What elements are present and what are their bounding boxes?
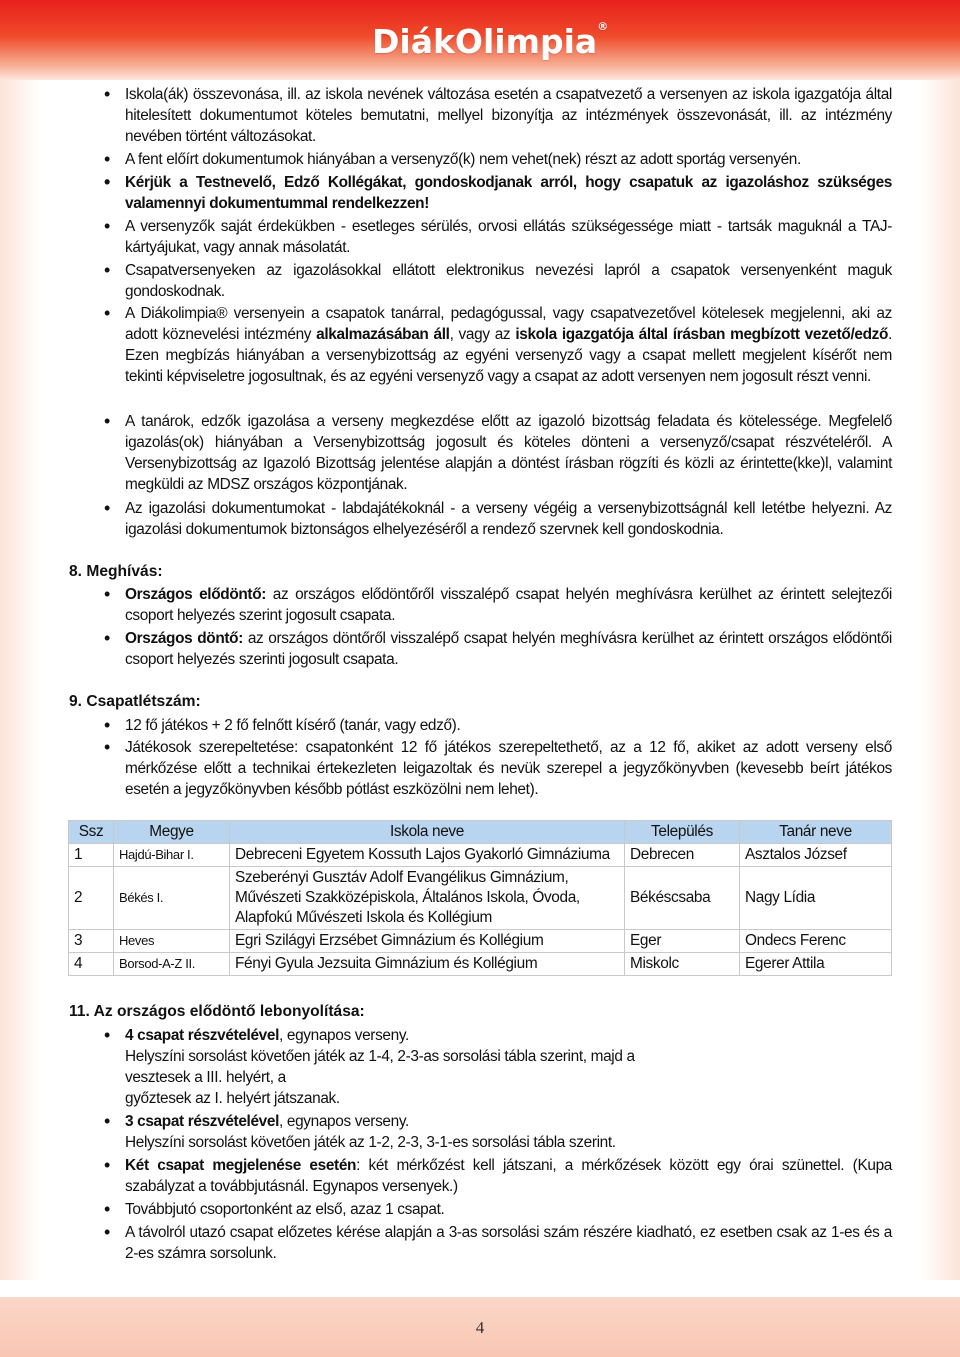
column-header: Iskola neve (230, 821, 625, 844)
bullet-item: • A versenyzők saját érdekükben - esetleges sérülés, orvosi ellátás szükségessége miatt - tartsák maguknál a TAJ-kártyájukat, vagy annak másolatát. (125, 216, 892, 258)
bullet-item: • Két csapat megjelenése esetén: két mérkőzést kell játszani, a mérkőzések között egy órai szünettel. (Kupa szabályzat a továbbjutásnál. Egynapos versenyek.) (125, 1155, 892, 1197)
section-heading: 9. Csapatlétszám: (69, 693, 201, 710)
cell-telepules: Debrecen (625, 844, 740, 867)
bullet-item: • Iskola(ák) összevonása, ill. az iskola nevének változása esetén a csapatvezető a versenyen az iskola igazgatója által hitelesített dokumentumot köteles bemutatni, mellyel bizonyítja az intézmények összevonását, ill. az intézmény nevében történt változásokat. (125, 84, 892, 147)
bullet-item: • Játékosok szerepeltetése: csapatonként 12 fő játékos szerepeltethető, az a 12 fő, akiket az adott verseny első mérkőzése előtt a technikai értekezleten leigazoltak és nevük szerepel a jegyzőkönyvben (kevesebb beírt játékos esetén a jegyzőkönyvben később pótlást eszközölni nem lehet). (125, 737, 892, 800)
bullet-item: • Országos elődöntő: az országos elődöntőről visszalépő csapat helyén meghívásra kerülhet az érintett selejtezői csoport helyezés szerint jogosult csapata. (125, 584, 892, 626)
section-heading: 8. Meghívás: (69, 563, 163, 580)
column-header: Tanár neve (740, 821, 892, 844)
diakolimpia-logo: DiákOlimpia® (372, 20, 609, 61)
cell-ssz: 3 (69, 930, 114, 953)
table-row (69, 953, 892, 976)
right-decoration (920, 80, 960, 1280)
column-header: Megye (114, 821, 230, 844)
cell-iskola: Debreceni Egyetem Kossuth Lajos Gyakorló Gimnáziuma (230, 844, 625, 867)
cell-tanar: Egerer Attila (740, 953, 892, 976)
schools-table (68, 820, 892, 976)
cell-ssz: 1 (69, 844, 114, 867)
left-decoration (0, 80, 40, 1280)
cell-telepules: Eger (625, 930, 740, 953)
cell-ssz: 4 (69, 953, 114, 976)
cell-telepules: Békéscsaba (625, 867, 740, 930)
cell-megye: Heves (114, 930, 230, 953)
bullet-item: • Kérjük a Testnevelő, Edző Kollégákat, gondoskodjanak arról, hogy csapatuk az igazoláshoz szükséges valamennyi dokumentummal rendelkezzen! (125, 172, 892, 214)
bullet-item: • 12 fő játékos + 2 fő felnőtt kísérő (tanár, vagy edző). (125, 715, 892, 736)
bullet-item: • Továbbjutó csoportonként az első, azaz 1 csapat. (125, 1199, 892, 1220)
table-header-row (69, 821, 892, 844)
cell-tanar: Nagy Lídia (740, 867, 892, 930)
bullet-item: • A távolról utazó csapat előzetes kérése alapján a 3-as sorsolási szám részére kiadható, ez esetben csak az 1-es és a 2-es számra sorsolunk. (125, 1222, 892, 1264)
bullet-item: • 3 csapat részvételével, egynapos verseny. Helyszíni sorsolást követően játék az 1-2, 2-3, 3-1-es sorsolási tábla szerint. (125, 1111, 892, 1153)
cell-iskola: Egri Szilágyi Erzsébet Gimnázium és Kollégium (230, 930, 625, 953)
bullet-item: • Országos döntő: az országos döntőről visszalépő csapat helyén meghívásra kerülhet az érintett országos elődöntői csoport helyezés szerinti jogosult csapata. (125, 628, 892, 670)
bullet-item: • A Diákolimpia® versenyein a csapatok tanárral, pedagógussal, vagy csapatvezetővel kötelesek megjelenni, aki az adott köznevelési intézmény alkalmazásában áll, vagy az iskola igazgatója által írásban megbízott vezető/edző. Ezen megbízás hiányában a versenybizottság az egyéni versenyző vagy a csapat mellett megjelent kísérőt nem tekinti képviseletre jogosultnak, és az egyéni versenyző vagy a csapat az adott versenyen nem jogosult részt venni. (125, 303, 892, 387)
table-row (69, 930, 892, 953)
cell-megye: Borsod-A-Z II. (114, 953, 230, 976)
cell-iskola: Fényi Gyula Jezsuita Gimnázium és Kollégium (230, 953, 625, 976)
cell-iskola: Szeberényi Gusztáv Adolf Evangélikus Gimnázium, Művészeti Szakközépiskola, Általános Iskola, Óvoda, Alapfokú Művészeti Iskola és Kollégium (230, 867, 625, 930)
bullet-item: • 4 csapat részvételével, egynapos verseny. Helyszíni sorsolást követően játék az 1-4, 2-3-as sorsolási tábla szerint, majd a vesztesek a III. helyért, a győztesek az I. helyért játszanak. (125, 1025, 892, 1109)
column-header: Ssz (69, 821, 114, 844)
bullet-item: • Az igazolási dokumentumokat - labdajátékoknál - a verseny végéig a versenybizottságnál kell letétbe helyezni. Az igazolási dokumentumok biztonságos elhelyezéséről a rendező szervnek kell gondoskodnia. (125, 498, 892, 540)
bullet-item: • A fent előírt dokumentumok hiányában a versenyző(k) nem vehet(nek) részt az adott sportág versenyén. (125, 149, 892, 170)
cell-megye: Hajdú-Bihar I. (114, 844, 230, 867)
cell-ssz: 2 (69, 867, 114, 930)
cell-tanar: Asztalos József (740, 844, 892, 867)
column-header: Település (625, 821, 740, 844)
section-heading: 11. Az országos elődöntő lebonyolítása: (69, 1003, 365, 1020)
cell-tanar: Ondecs Ferenc (740, 930, 892, 953)
bullet-item: • A tanárok, edzők igazolása a verseny megkezdése előtt az igazoló bizottság feladata és kötelessége. Megfelelő igazolás(ok) hiányában a Versenybizottság jogosult és köteles dönteni a versenyző/csapat részvételéről. A Versenybizottság az Igazoló Bizottság jelentése alapján a döntést írásban rögzíti és közli az érintette(kke)l, valamint megküldi az MDSZ országos központjának. (125, 411, 892, 495)
cell-megye: Békés I. (114, 867, 230, 930)
page-number: 4 (475, 1318, 485, 1337)
table-row (69, 844, 892, 867)
table-row (69, 867, 892, 930)
bullet-item: • Csapatversenyeken az igazolásokkal ellátott elektronikus nevezési lapról a csapatok versenyenként maguk gondoskodnak. (125, 260, 892, 302)
cell-telepules: Miskolc (625, 953, 740, 976)
